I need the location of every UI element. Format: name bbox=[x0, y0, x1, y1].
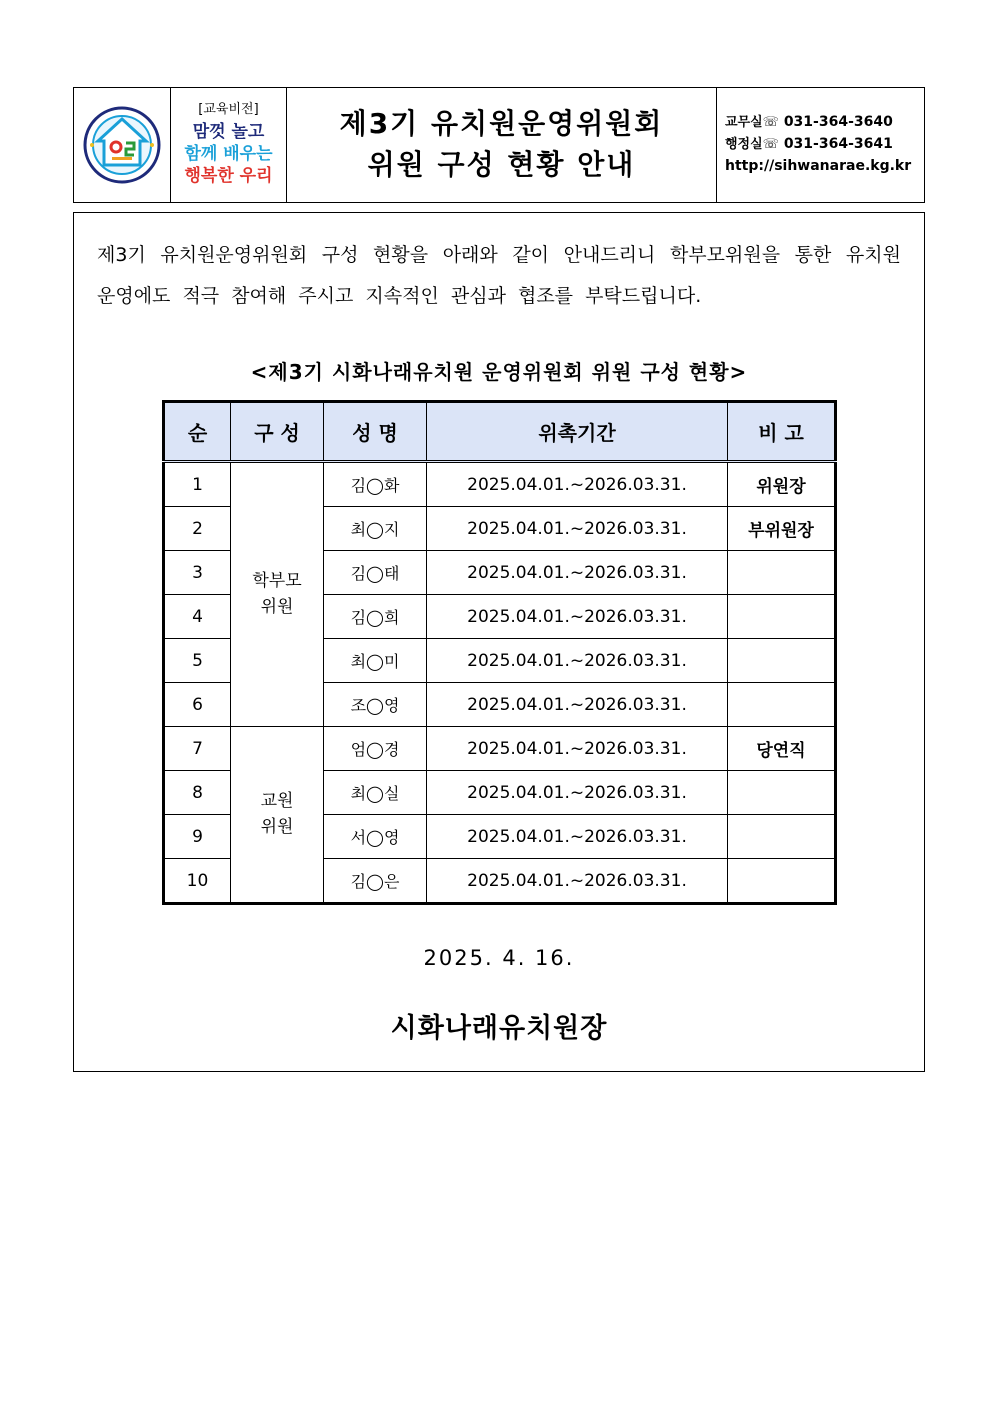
term-period: 2025.04.01.~2026.03.31. bbox=[427, 727, 728, 771]
group-teacher-members bbox=[231, 727, 324, 904]
document-title bbox=[287, 88, 717, 202]
row-no: 9 bbox=[164, 815, 231, 859]
member-name: 김◯태 bbox=[324, 551, 427, 595]
office-phone: 031-364-3640 bbox=[783, 114, 893, 131]
header-note: 비 고 bbox=[728, 402, 836, 462]
logo-cell bbox=[74, 88, 171, 202]
vision-title: [교육비전] bbox=[198, 102, 259, 118]
document-body bbox=[73, 212, 925, 1072]
group-label: 학부모 위원 bbox=[252, 571, 302, 617]
term-period: 2025.04.01.~2026.03.31. bbox=[427, 815, 728, 859]
member-name: 최◯미 bbox=[324, 639, 427, 683]
website: http://sihwanarae.kg.kr bbox=[725, 157, 912, 174]
member-name: 엄◯경 bbox=[324, 727, 427, 771]
member-name: 최◯실 bbox=[324, 771, 427, 815]
admin-label: 행정실☏ bbox=[725, 137, 779, 153]
term-period: 2025.04.01.~2026.03.31. bbox=[427, 683, 728, 727]
header-period: 위촉기간 bbox=[427, 402, 728, 462]
document-header bbox=[73, 87, 925, 203]
note bbox=[728, 595, 836, 639]
admin-phone: 031-364-3641 bbox=[783, 136, 893, 153]
note bbox=[728, 771, 836, 815]
table-row bbox=[164, 462, 836, 507]
header-no: 순 bbox=[164, 402, 231, 462]
note bbox=[728, 639, 836, 683]
member-name: 서◯영 bbox=[324, 815, 427, 859]
member-name: 김◯희 bbox=[324, 595, 427, 639]
committee-table bbox=[162, 400, 837, 905]
kindergarten-logo bbox=[82, 105, 162, 185]
term-period: 2025.04.01.~2026.03.31. bbox=[427, 771, 728, 815]
education-vision bbox=[171, 88, 287, 202]
row-no: 6 bbox=[164, 683, 231, 727]
row-no: 5 bbox=[164, 639, 231, 683]
header-name: 성 명 bbox=[324, 402, 427, 462]
note bbox=[728, 859, 836, 904]
admin-contact bbox=[725, 134, 924, 156]
note: 당연직 bbox=[728, 727, 836, 771]
note: 부위원장 bbox=[728, 507, 836, 551]
table-header-row bbox=[164, 402, 836, 462]
header-group: 구 성 bbox=[231, 402, 324, 462]
document-date: 2025. 4. 16. bbox=[423, 946, 575, 970]
row-no: 8 bbox=[164, 771, 231, 815]
term-period: 2025.04.01.~2026.03.31. bbox=[427, 462, 728, 507]
note bbox=[728, 815, 836, 859]
note bbox=[728, 683, 836, 727]
group-label: 교원 위원 bbox=[260, 791, 294, 837]
row-no: 10 bbox=[164, 859, 231, 904]
row-no: 1 bbox=[164, 462, 231, 507]
signer-name: 시화나래유치원장 bbox=[390, 1013, 608, 1044]
vision-line-3: 행복한 우리 bbox=[184, 166, 273, 187]
member-name: 최◯지 bbox=[324, 507, 427, 551]
intro-paragraph: 제3기 유치원운영위원회 구성 현황을 아래와 같이 안내드리니 학부모위원을 통한 유치원 운영에도 적극 참여해 주시고 지속적인 관심과 협조를 부탁드립니다. bbox=[97, 244, 901, 307]
title-line-2: 위원 구성 현황 안내 bbox=[367, 148, 636, 181]
member-name: 조◯영 bbox=[324, 683, 427, 727]
row-no: 7 bbox=[164, 727, 231, 771]
vision-line-2: 함께 배우는 bbox=[184, 144, 273, 165]
row-no: 3 bbox=[164, 551, 231, 595]
contact-info bbox=[717, 88, 924, 202]
term-period: 2025.04.01.~2026.03.31. bbox=[427, 859, 728, 904]
vision-line-1: 맘껏 놀고 bbox=[192, 122, 265, 143]
term-period: 2025.04.01.~2026.03.31. bbox=[427, 639, 728, 683]
term-period: 2025.04.01.~2026.03.31. bbox=[427, 551, 728, 595]
member-name: 김◯화 bbox=[324, 462, 427, 507]
row-no: 2 bbox=[164, 507, 231, 551]
group-parent-members bbox=[231, 462, 324, 727]
table-row bbox=[164, 727, 836, 771]
office-label: 교무실☏ bbox=[725, 115, 779, 131]
note bbox=[728, 551, 836, 595]
term-period: 2025.04.01.~2026.03.31. bbox=[427, 507, 728, 551]
member-name: 김◯은 bbox=[324, 859, 427, 904]
table-title: <제3기 시화나래유치원 운영위원회 위원 구성 현황> bbox=[250, 360, 748, 384]
office-contact bbox=[725, 112, 924, 134]
note: 위원장 bbox=[728, 462, 836, 507]
title-line-1: 제3기 유치원운영위원회 bbox=[339, 107, 664, 141]
row-no: 4 bbox=[164, 595, 231, 639]
term-period: 2025.04.01.~2026.03.31. bbox=[427, 595, 728, 639]
